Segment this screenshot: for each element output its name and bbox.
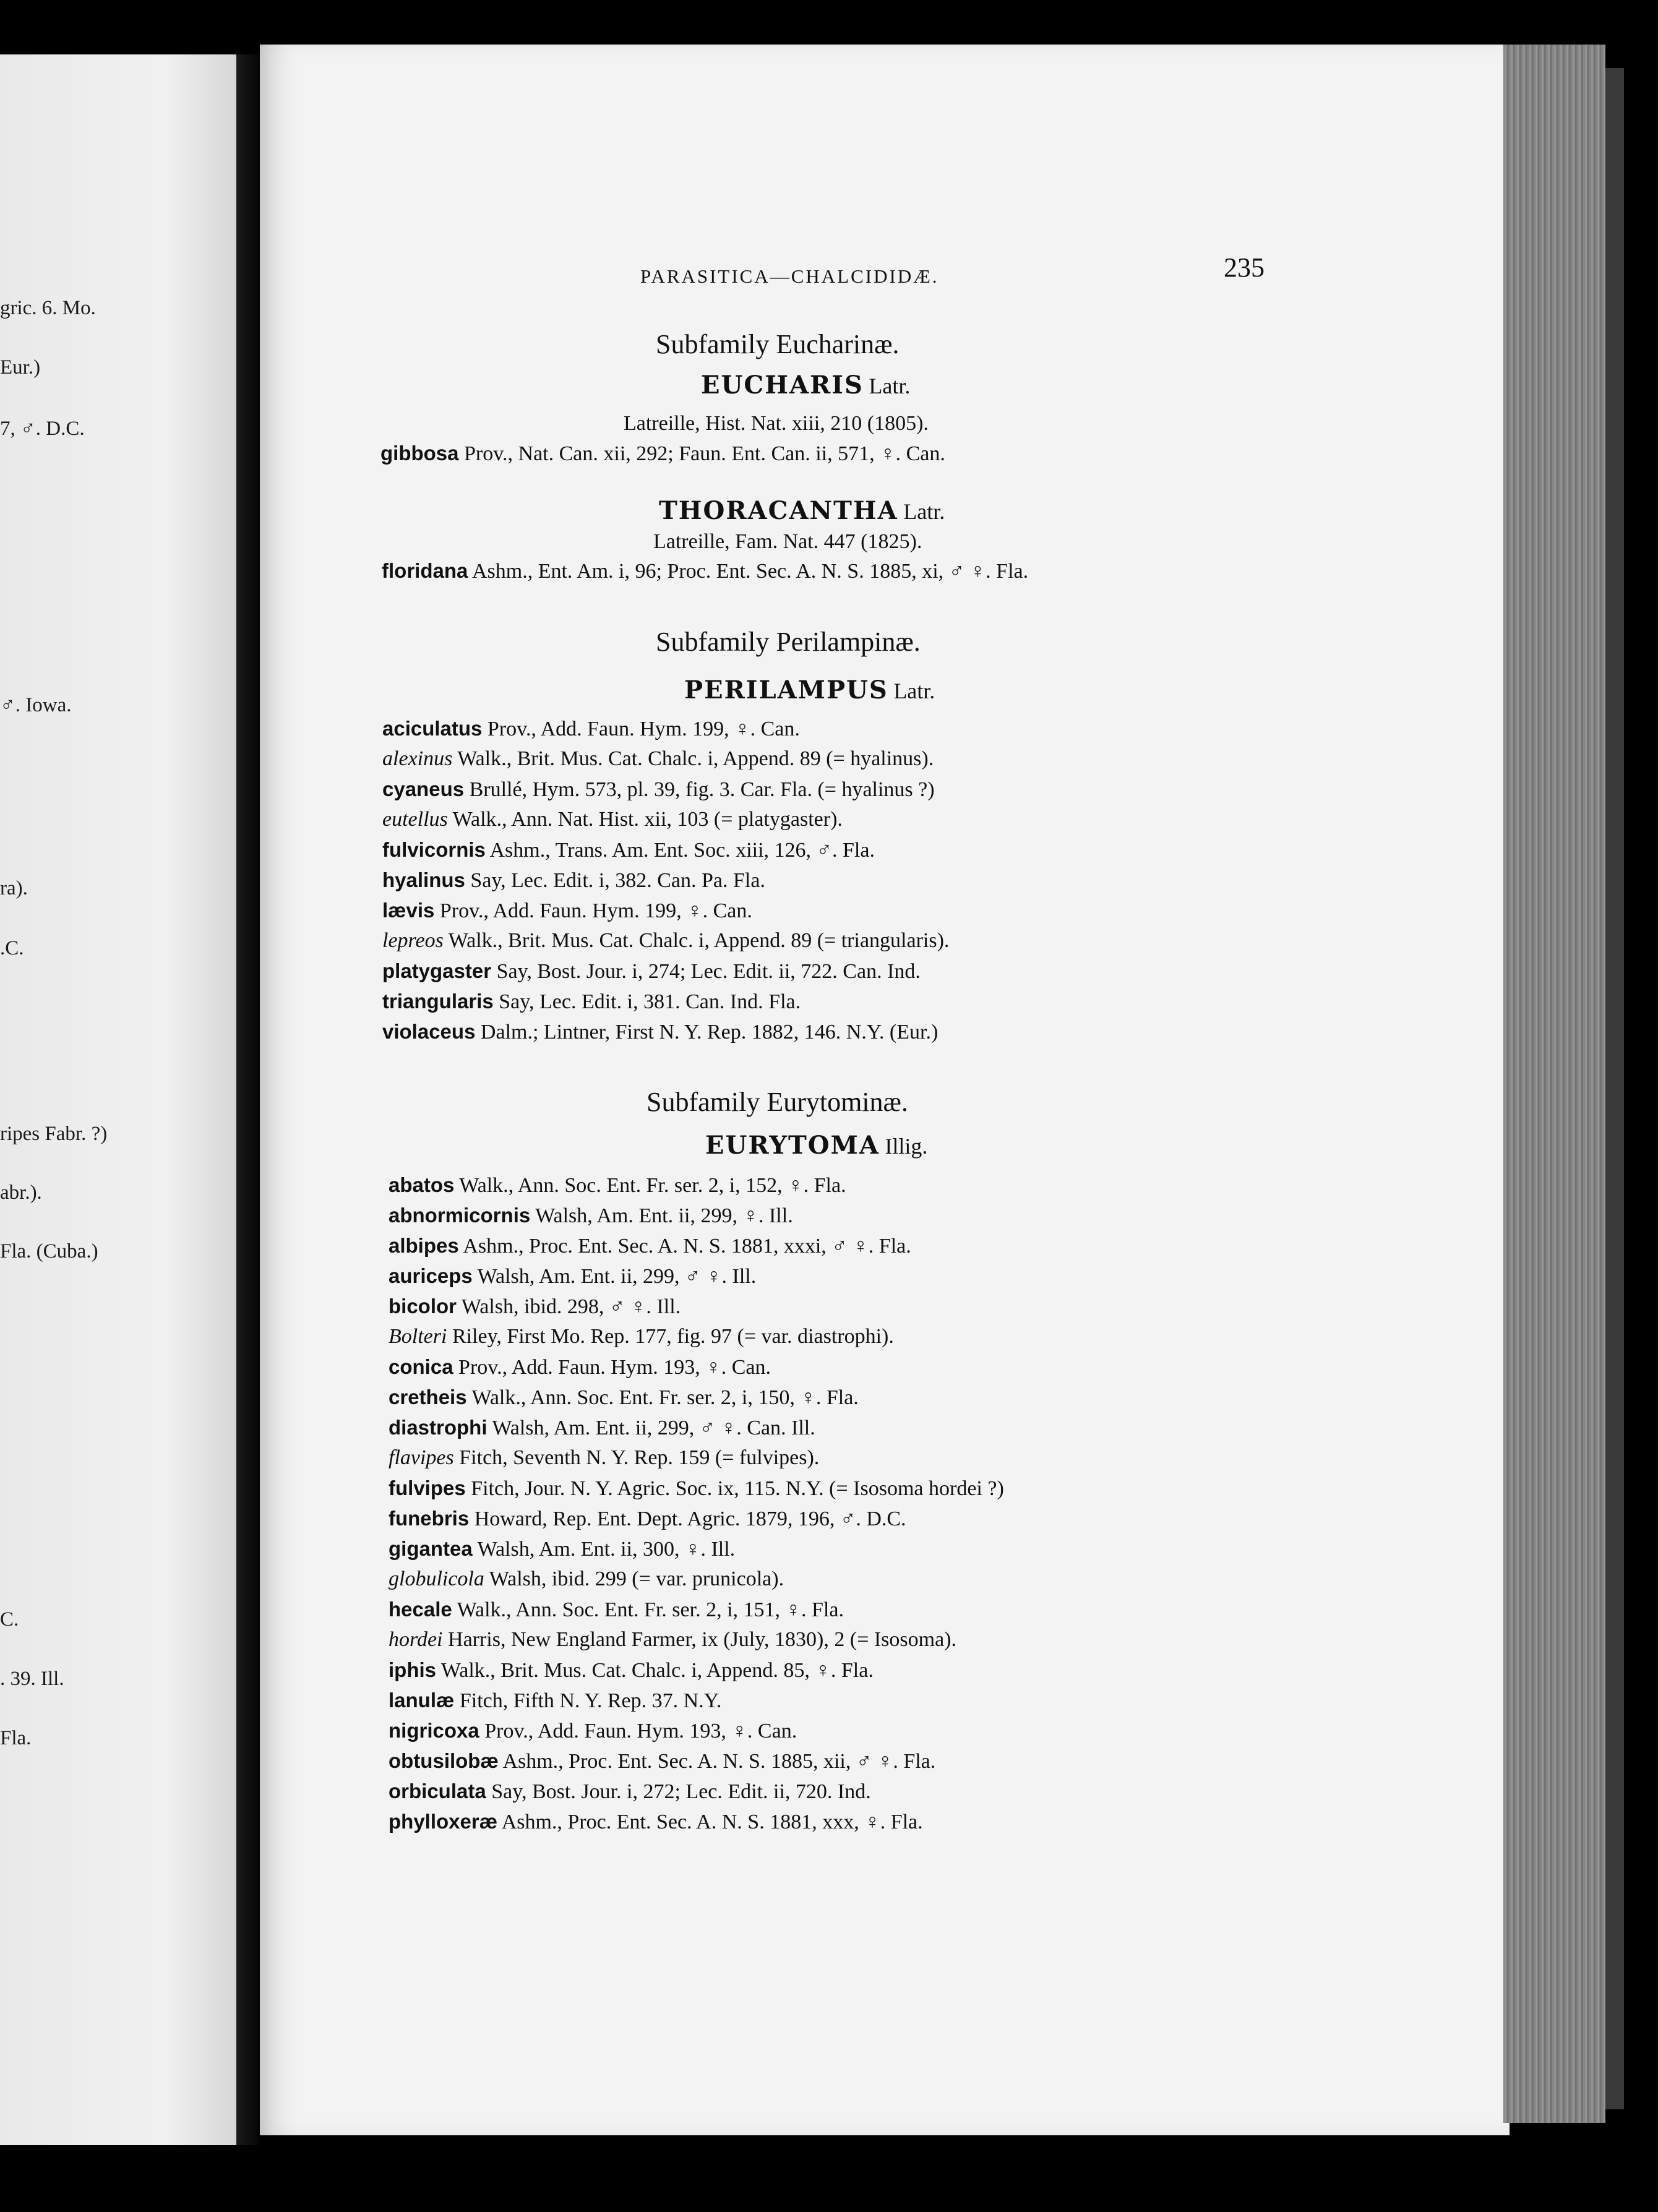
species-name: fulvicornis [382, 838, 486, 861]
species-name: abnormicornis [389, 1204, 531, 1227]
species-reference: Ashm., Proc. Ent. Sec. A. N. S. 1881, xxx, ♀. Fla. [501, 1811, 923, 1833]
species-reference: Dalm.; Lintner, First N. Y. Rep. 1882, 146. N.Y. (Eur.) [480, 1021, 939, 1044]
species-entry [389, 1476, 1004, 1501]
species-entry [382, 1019, 938, 1045]
genus-name: THORACANTHA [659, 496, 898, 525]
species-entry [382, 716, 800, 742]
species-entry [389, 1233, 911, 1259]
species-name: bicolor [389, 1295, 457, 1318]
species-entry [389, 1173, 846, 1198]
species-reference: Walsh, Am. Ent. ii, 299, ♂ ♀. Can. Ill. [492, 1417, 815, 1439]
genus-heading [705, 1133, 927, 1160]
facing-page-line: ripes Fabr. ?) [0, 1123, 108, 1145]
species-name: lævis [382, 899, 435, 922]
species-reference: Brullé, Hym. 573, pl. 39, fig. 3. Car. Fla. (= hyalinus ?) [469, 778, 935, 801]
species-reference: Say, Bost. Jour. i, 274; Lec. Edit. ii, 722. Can. Ind. [496, 960, 921, 983]
species-name: hecale [389, 1598, 452, 1621]
species-reference: Walsh, Am. Ent. ii, 300, ♀. Ill. [477, 1538, 736, 1561]
species-reference: Ashm., Proc. Ent. Sec. A. N. S. 1885, xii, ♂ ♀. Fla. [502, 1750, 936, 1773]
species-reference: Walsh, Am. Ent. ii, 299, ♀. Ill. [535, 1204, 793, 1227]
species-name: nigricoxa [389, 1719, 479, 1742]
facing-page-line: Eur.) [0, 356, 41, 379]
page-edges [1503, 45, 1605, 2123]
genus-author: Latr. [893, 679, 935, 703]
species-entry [380, 441, 945, 466]
species-name: eutellus [382, 808, 448, 831]
species-name: iphis [389, 1658, 437, 1681]
species-name: cretheis [389, 1386, 467, 1408]
species-entry [389, 1688, 721, 1713]
species-reference: Say, Bost. Jour. i, 272; Lec. Edit. ii, 720. Ind. [491, 1780, 871, 1803]
species-name: alexinus [382, 747, 453, 770]
species-name: Bolteri [389, 1325, 447, 1348]
species-reference: Walsh, ibid. 299 (= var. prunicola). [489, 1567, 784, 1590]
species-name: conica [389, 1355, 453, 1378]
species-reference: Walk., Ann. Soc. Ent. Fr. ser. 2, i, 150, ♀. Fla. [471, 1386, 859, 1409]
species-name: floridana [382, 559, 468, 582]
species-reference: Walsh, Am. Ent. ii, 299, ♂ ♀. Ill. [477, 1265, 757, 1288]
facing-page-line: C. [0, 1608, 19, 1631]
genus-name: PERILAMPUS [684, 675, 888, 705]
species-name: violaceus [382, 1020, 476, 1043]
subfamily-title: Subfamily Eurytominæ. [646, 1087, 908, 1117]
species-name: hyalinus [382, 868, 465, 891]
facing-page-line: .C. [0, 937, 24, 959]
species-reference: Prov., Add. Faun. Hym. 199, ♀. Can. [487, 718, 800, 740]
species-entry [389, 1264, 756, 1289]
species-name: lanulæ [389, 1689, 455, 1712]
species-entry [389, 1597, 844, 1623]
species-entry [382, 747, 934, 771]
species-entry [382, 838, 875, 863]
species-name: flavipes [389, 1446, 454, 1469]
facing-page-line: Fla. (Cuba.) [0, 1240, 98, 1262]
species-name: albipes [389, 1234, 459, 1257]
species-name: lepreos [382, 929, 444, 952]
species-reference: Ashm., Ent. Am. i, 96; Proc. Ent. Sec. A. N. S. 1885, xi, ♂ ♀. Fla. [471, 560, 1029, 583]
species-reference: Prov., Nat. Can. xii, 292; Faun. Ent. Can. ii, 571, ♀. Can. [464, 442, 945, 465]
genus-author: Latr. [869, 374, 911, 398]
species-entry [389, 1779, 871, 1804]
facing-page [0, 54, 236, 2145]
facing-page-line: ra). [0, 877, 28, 899]
species-name: triangularis [382, 990, 494, 1013]
species-name: obtusilobæ [389, 1749, 499, 1772]
species-name: globulicola [389, 1567, 484, 1590]
species-name: fulvipes [389, 1477, 466, 1499]
species-entry [389, 1203, 793, 1228]
species-entry [389, 1446, 819, 1470]
facing-page-line: Fla. [0, 1727, 32, 1749]
genus-citation: Latreille, Fam. Nat. 447 (1825). [653, 530, 922, 553]
species-entry [382, 898, 752, 924]
species-name: abatos [389, 1173, 455, 1196]
species-entry [389, 1718, 797, 1744]
species-reference: Prov., Add. Faun. Hym. 193, ♀. Can. [458, 1356, 771, 1379]
species-entry [382, 959, 921, 984]
genus-heading [701, 373, 910, 400]
genus-author: Illig. [885, 1134, 928, 1159]
species-name: diastrophi [389, 1416, 488, 1439]
species-reference: Prov., Add. Faun. Hym. 199, ♀. Can. [439, 899, 752, 922]
species-name: phylloxeræ [389, 1810, 498, 1833]
species-entry [389, 1324, 894, 1349]
species-reference: Ashm., Trans. Am. Ent. Soc. xiii, 126, ♂. Fla. [489, 839, 875, 862]
species-entry [389, 1415, 815, 1441]
species-name: cyaneus [382, 778, 465, 800]
species-entry [382, 989, 801, 1014]
species-name: funebris [389, 1507, 470, 1530]
species-entry [389, 1506, 906, 1532]
species-entry [389, 1537, 735, 1562]
species-entry [382, 928, 949, 953]
facing-page-line: . 39. Ill. [0, 1668, 64, 1690]
species-name: gigantea [389, 1537, 473, 1560]
book-gutter [236, 54, 260, 2145]
page-number: 235 [1224, 252, 1265, 283]
species-name: gibbosa [380, 442, 459, 465]
subfamily-title: Subfamily Perilampinæ. [656, 627, 921, 657]
genus-heading [659, 496, 945, 525]
species-entry [382, 559, 1028, 584]
facing-page-line: ♂. Iowa. [0, 694, 72, 716]
facing-page-line: abr.). [0, 1181, 42, 1204]
genus-citation: Latreille, Hist. Nat. xiii, 210 (1805). [624, 412, 929, 435]
species-name: platygaster [382, 959, 492, 982]
subfamily-title: Subfamily Eucharinæ. [656, 329, 900, 359]
species-reference: Say, Lec. Edit. i, 381. Can. Ind. Fla. [499, 990, 801, 1013]
species-reference: Walk., Ann. Soc. Ent. Fr. ser. 2, i, 152, ♀. Fla. [459, 1174, 846, 1197]
species-name: aciculatus [382, 717, 483, 740]
facing-page-line: 7, ♂. D.C. [0, 418, 85, 440]
species-name: hordei [389, 1628, 443, 1651]
genus-heading [684, 675, 935, 705]
species-reference: Walk., Brit. Mus. Cat. Chalc. i, Append. 85, ♀. Fla. [440, 1659, 874, 1682]
species-entry [389, 1809, 923, 1835]
species-reference: Ashm., Proc. Ent. Sec. A. N. S. 1881, xxxi, ♂ ♀. Fla. [463, 1235, 911, 1258]
species-reference: Harris, New England Farmer, ix (July, 1830), 2 (= Isosoma). [448, 1628, 957, 1651]
running-head: PARASITICA—CHALCIDIDÆ. [640, 265, 939, 287]
species-reference: Fitch, Fifth N. Y. Rep. 37. N.Y. [459, 1689, 722, 1712]
facing-page-line: gric. 6. Mo. [0, 297, 96, 319]
species-entry [389, 1355, 771, 1380]
species-reference: Prov., Add. Faun. Hym. 193, ♀. Can. [484, 1720, 797, 1743]
genus-author: Latr. [903, 499, 945, 524]
species-reference: Say, Lec. Edit. i, 382. Can. Pa. Fla. [470, 869, 765, 892]
species-entry [389, 1627, 956, 1652]
species-reference: Walk., Brit. Mus. Cat. Chalc. i, Append. 89 (= triangularis). [448, 929, 950, 952]
genus-name: EURYTOMA [705, 1131, 880, 1160]
species-entry [389, 1749, 935, 1774]
species-reference: Howard, Rep. Ent. Dept. Agric. 1879, 196, ♂. D.C. [474, 1507, 906, 1530]
species-entry [389, 1294, 681, 1319]
species-reference: Walk., Brit. Mus. Cat. Chalc. i, Append. 89 (= hyalinus). [457, 747, 934, 770]
species-reference: Walk., Ann. Nat. Hist. xii, 103 (= platygaster). [452, 808, 843, 831]
page-edges-shadow [1605, 68, 1624, 2109]
species-reference: Fitch, Jour. N. Y. Agric. Soc. ix, 115. N.Y. (= Isosoma hordei ?) [471, 1477, 1004, 1500]
species-entry [389, 1658, 874, 1683]
species-reference: Walsh, ibid. 298, ♂ ♀. Ill. [461, 1295, 681, 1318]
species-entry [389, 1385, 859, 1410]
genus-name: EUCHARIS [701, 371, 864, 400]
species-reference: Fitch, Seventh N. Y. Rep. 159 (= fulvipes). [459, 1446, 820, 1469]
species-entry [382, 807, 843, 832]
species-reference: Walk., Ann. Soc. Ent. Fr. ser. 2, i, 151, ♀. Fla. [457, 1598, 844, 1621]
species-name: orbiculata [389, 1780, 486, 1803]
species-entry [382, 868, 765, 893]
species-name: auriceps [389, 1264, 473, 1287]
species-reference: Riley, First Mo. Rep. 177, fig. 97 (= var. diastrophi). [452, 1325, 894, 1348]
species-entry [389, 1567, 784, 1592]
species-entry [382, 777, 935, 802]
